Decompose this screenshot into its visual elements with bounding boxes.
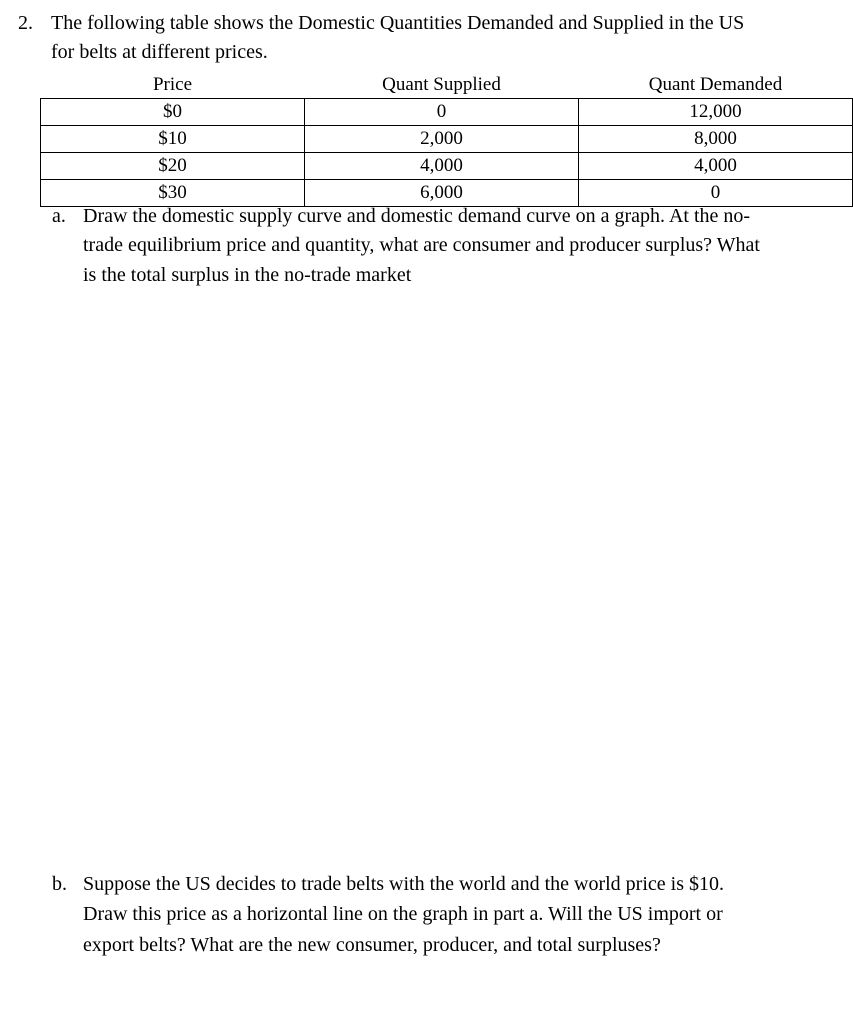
cell-quant-supplied: 0 [305,99,579,126]
cell-quant-supplied: 6,000 [305,180,579,207]
question-text-line-1: The following table shows the Domestic Quantities Demanded and Supplied in the US [51,12,745,34]
cell-price: $10 [41,126,305,153]
table-row [41,99,853,126]
table-header-row [41,72,853,99]
table-row [41,180,853,207]
question-text-line-2: for belts at different prices. [51,41,268,63]
cell-quant-demanded: 12,000 [579,99,853,126]
cell-quant-demanded: 8,000 [579,126,853,153]
cell-quant-demanded: 0 [579,180,853,207]
price-quantity-table [40,72,853,207]
cell-price: $0 [41,99,305,126]
cell-quant-demanded: 4,000 [579,153,853,180]
question-number: 2. [18,12,33,34]
table-row [41,126,853,153]
part-b-text-line-2: Draw this price as a horizontal line on the graph in part a. Will the US import or [83,903,723,925]
cell-price: $30 [41,180,305,207]
part-b-label: b. [52,873,67,895]
part-b-text-line-1: Suppose the US decides to trade belts with the world and the world price is $10. [83,873,724,895]
part-b-text-line-3: export belts? What are the new consumer, producer, and total surpluses? [83,934,661,956]
part-a-text-line-2: trade equilibrium price and quantity, what are consumer and producer surplus? What [83,234,760,256]
cell-quant-supplied: 2,000 [305,126,579,153]
part-a-text-line-3: is the total surplus in the no-trade market [83,264,412,286]
header-quant-demanded: Quant Demanded [579,72,853,99]
table-row [41,153,853,180]
header-quant-supplied: Quant Supplied [305,72,579,99]
header-price: Price [41,72,305,99]
part-a-label: a. [52,205,66,227]
cell-quant-supplied: 4,000 [305,153,579,180]
part-a-text-line-1: Draw the domestic supply curve and domestic demand curve on a graph. At the no- [83,205,751,227]
cell-price: $20 [41,153,305,180]
